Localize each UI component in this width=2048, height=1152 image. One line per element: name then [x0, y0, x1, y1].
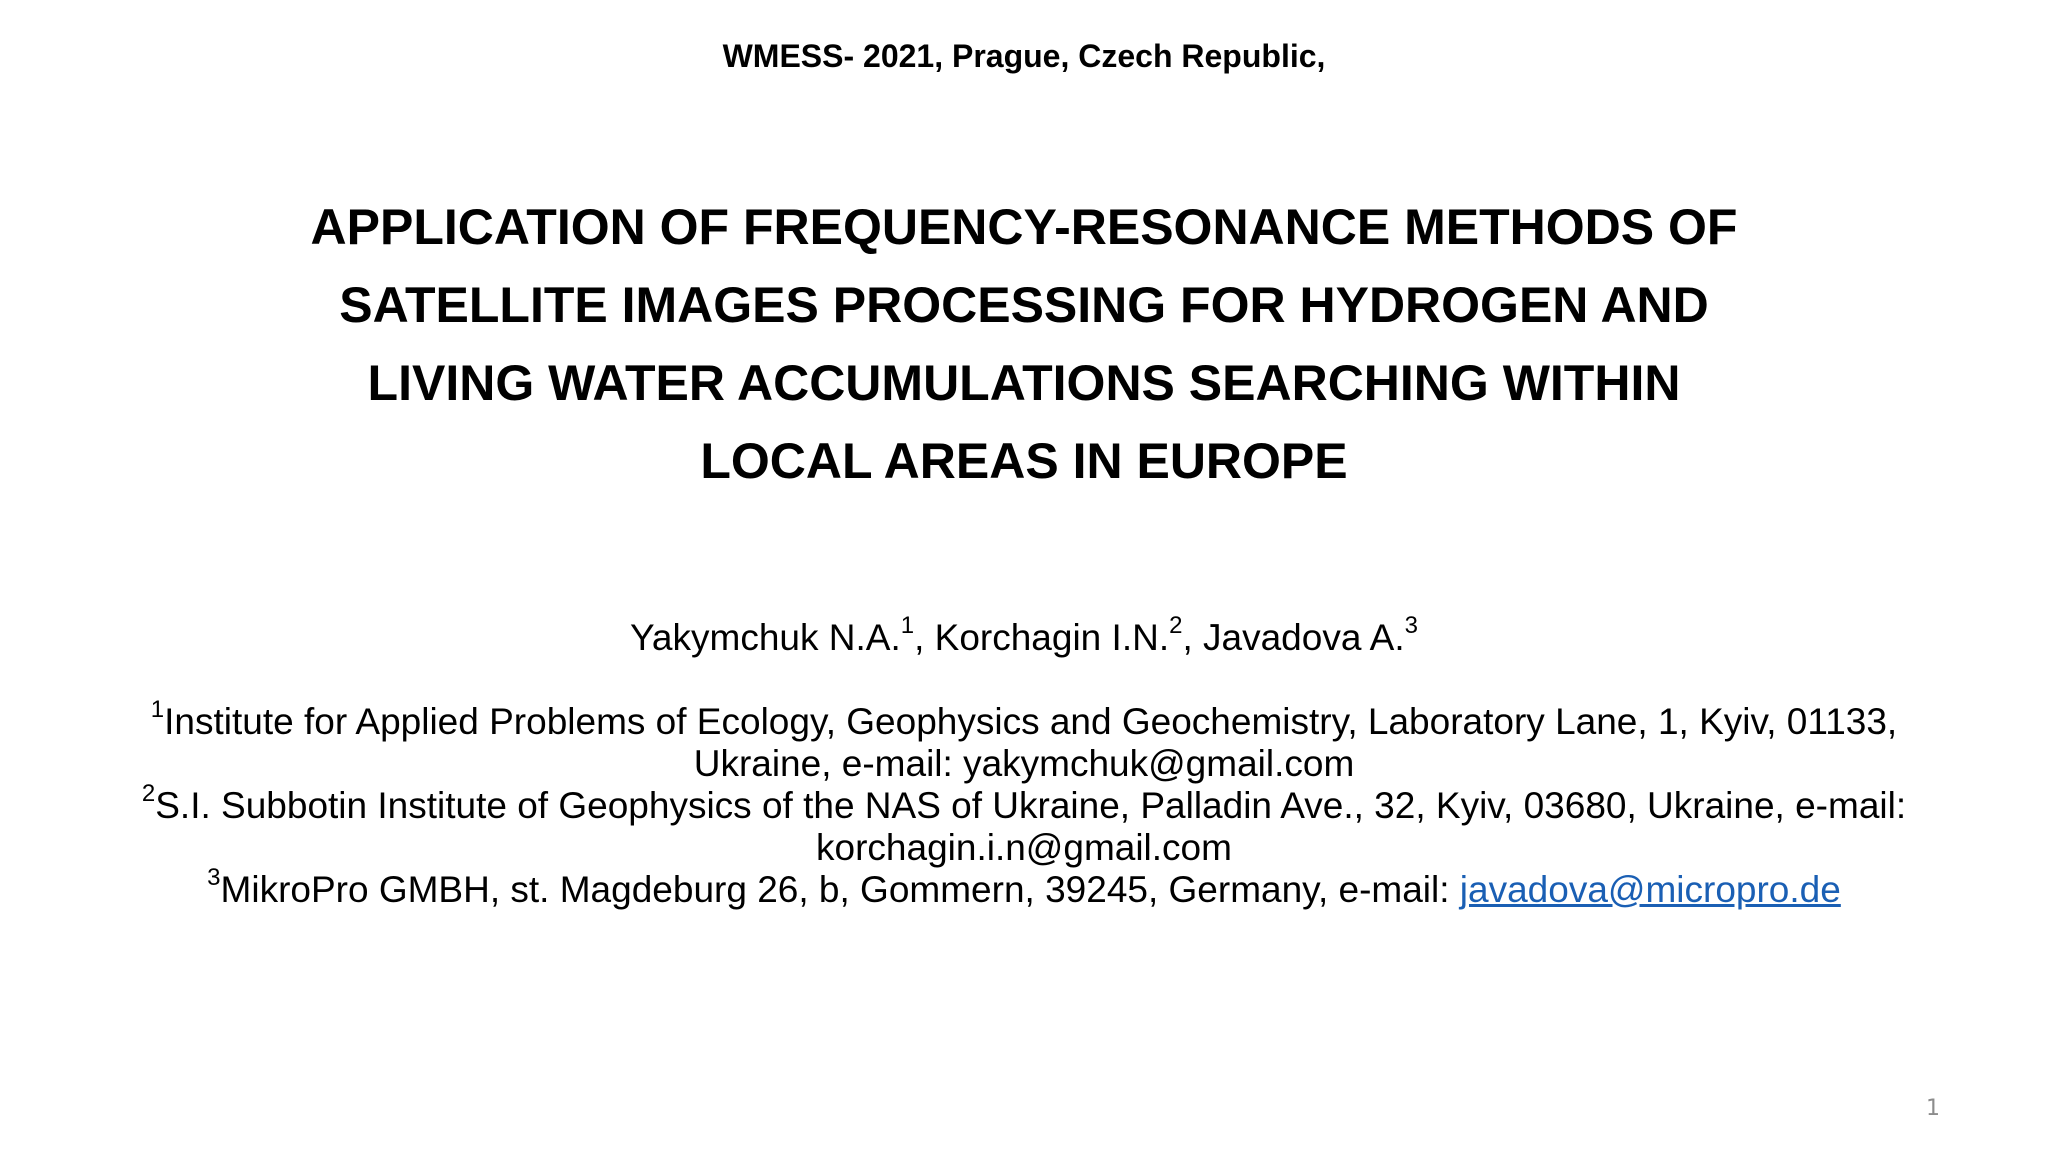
- affiliation-2-line-2: korchagin.i.n@gmail.com: [816, 827, 1232, 868]
- page-number: 1: [1926, 1096, 1940, 1121]
- author-affiliation-mark: 2: [1169, 611, 1183, 639]
- affiliation-mark: 3: [207, 863, 221, 891]
- affiliation-3: [60, 863, 1988, 911]
- affiliation-text: S.I. Subbotin Institute of Geophysics of the NAS of Ukraine, Palladin Ave., 32, Kyiv, 03680, Ukraine, e-mail:: [155, 785, 1907, 826]
- author-name: Javadova A.: [1203, 617, 1405, 658]
- author-name: Korchagin I.N.: [934, 617, 1170, 658]
- paper-title: [200, 188, 1848, 500]
- affiliation-list: [60, 695, 1988, 911]
- title-line: APPLICATION OF FREQUENCY-RESONANCE METHODS OF: [310, 199, 1738, 255]
- title-line: LOCAL AREAS IN EUROPE: [700, 433, 1348, 489]
- affiliation-text: MikroPro GMBH, st. Magdeburg 26, b, Gommern, 39245, Germany, e-mail:: [220, 869, 1460, 910]
- affiliation-2-line-1: [60, 779, 1988, 827]
- author-separator: ,: [914, 617, 935, 658]
- conference-header: WMESS- 2021, Prague, Czech Republic,: [722, 38, 1326, 74]
- affiliation-text: Institute for Applied Problems of Ecology, Geophysics and Geochemistry, Laboratory Lane, 1, Kyiv, 01133,: [164, 701, 1898, 742]
- author-list: [0, 611, 2048, 661]
- affiliation-mark: 1: [150, 695, 165, 723]
- title-line: SATELLITE IMAGES PROCESSING FOR HYDROGEN AND: [339, 277, 1709, 333]
- author-name: Yakymchuk N.A.: [630, 617, 901, 658]
- author-affiliation-mark: 1: [900, 611, 915, 639]
- title-line: LIVING WATER ACCUMULATIONS SEARCHING WITHIN: [367, 355, 1681, 411]
- author-separator: ,: [1182, 617, 1204, 658]
- email-link[interactable]: javadova@micropro.de: [1459, 869, 1841, 910]
- author-affiliation-mark: 3: [1404, 611, 1418, 639]
- affiliation-1-line-2: Ukraine, e-mail: yakymchuk@gmail.com: [693, 743, 1355, 784]
- affiliation-1-line-1: [60, 695, 1988, 743]
- affiliation-mark: 2: [141, 779, 156, 807]
